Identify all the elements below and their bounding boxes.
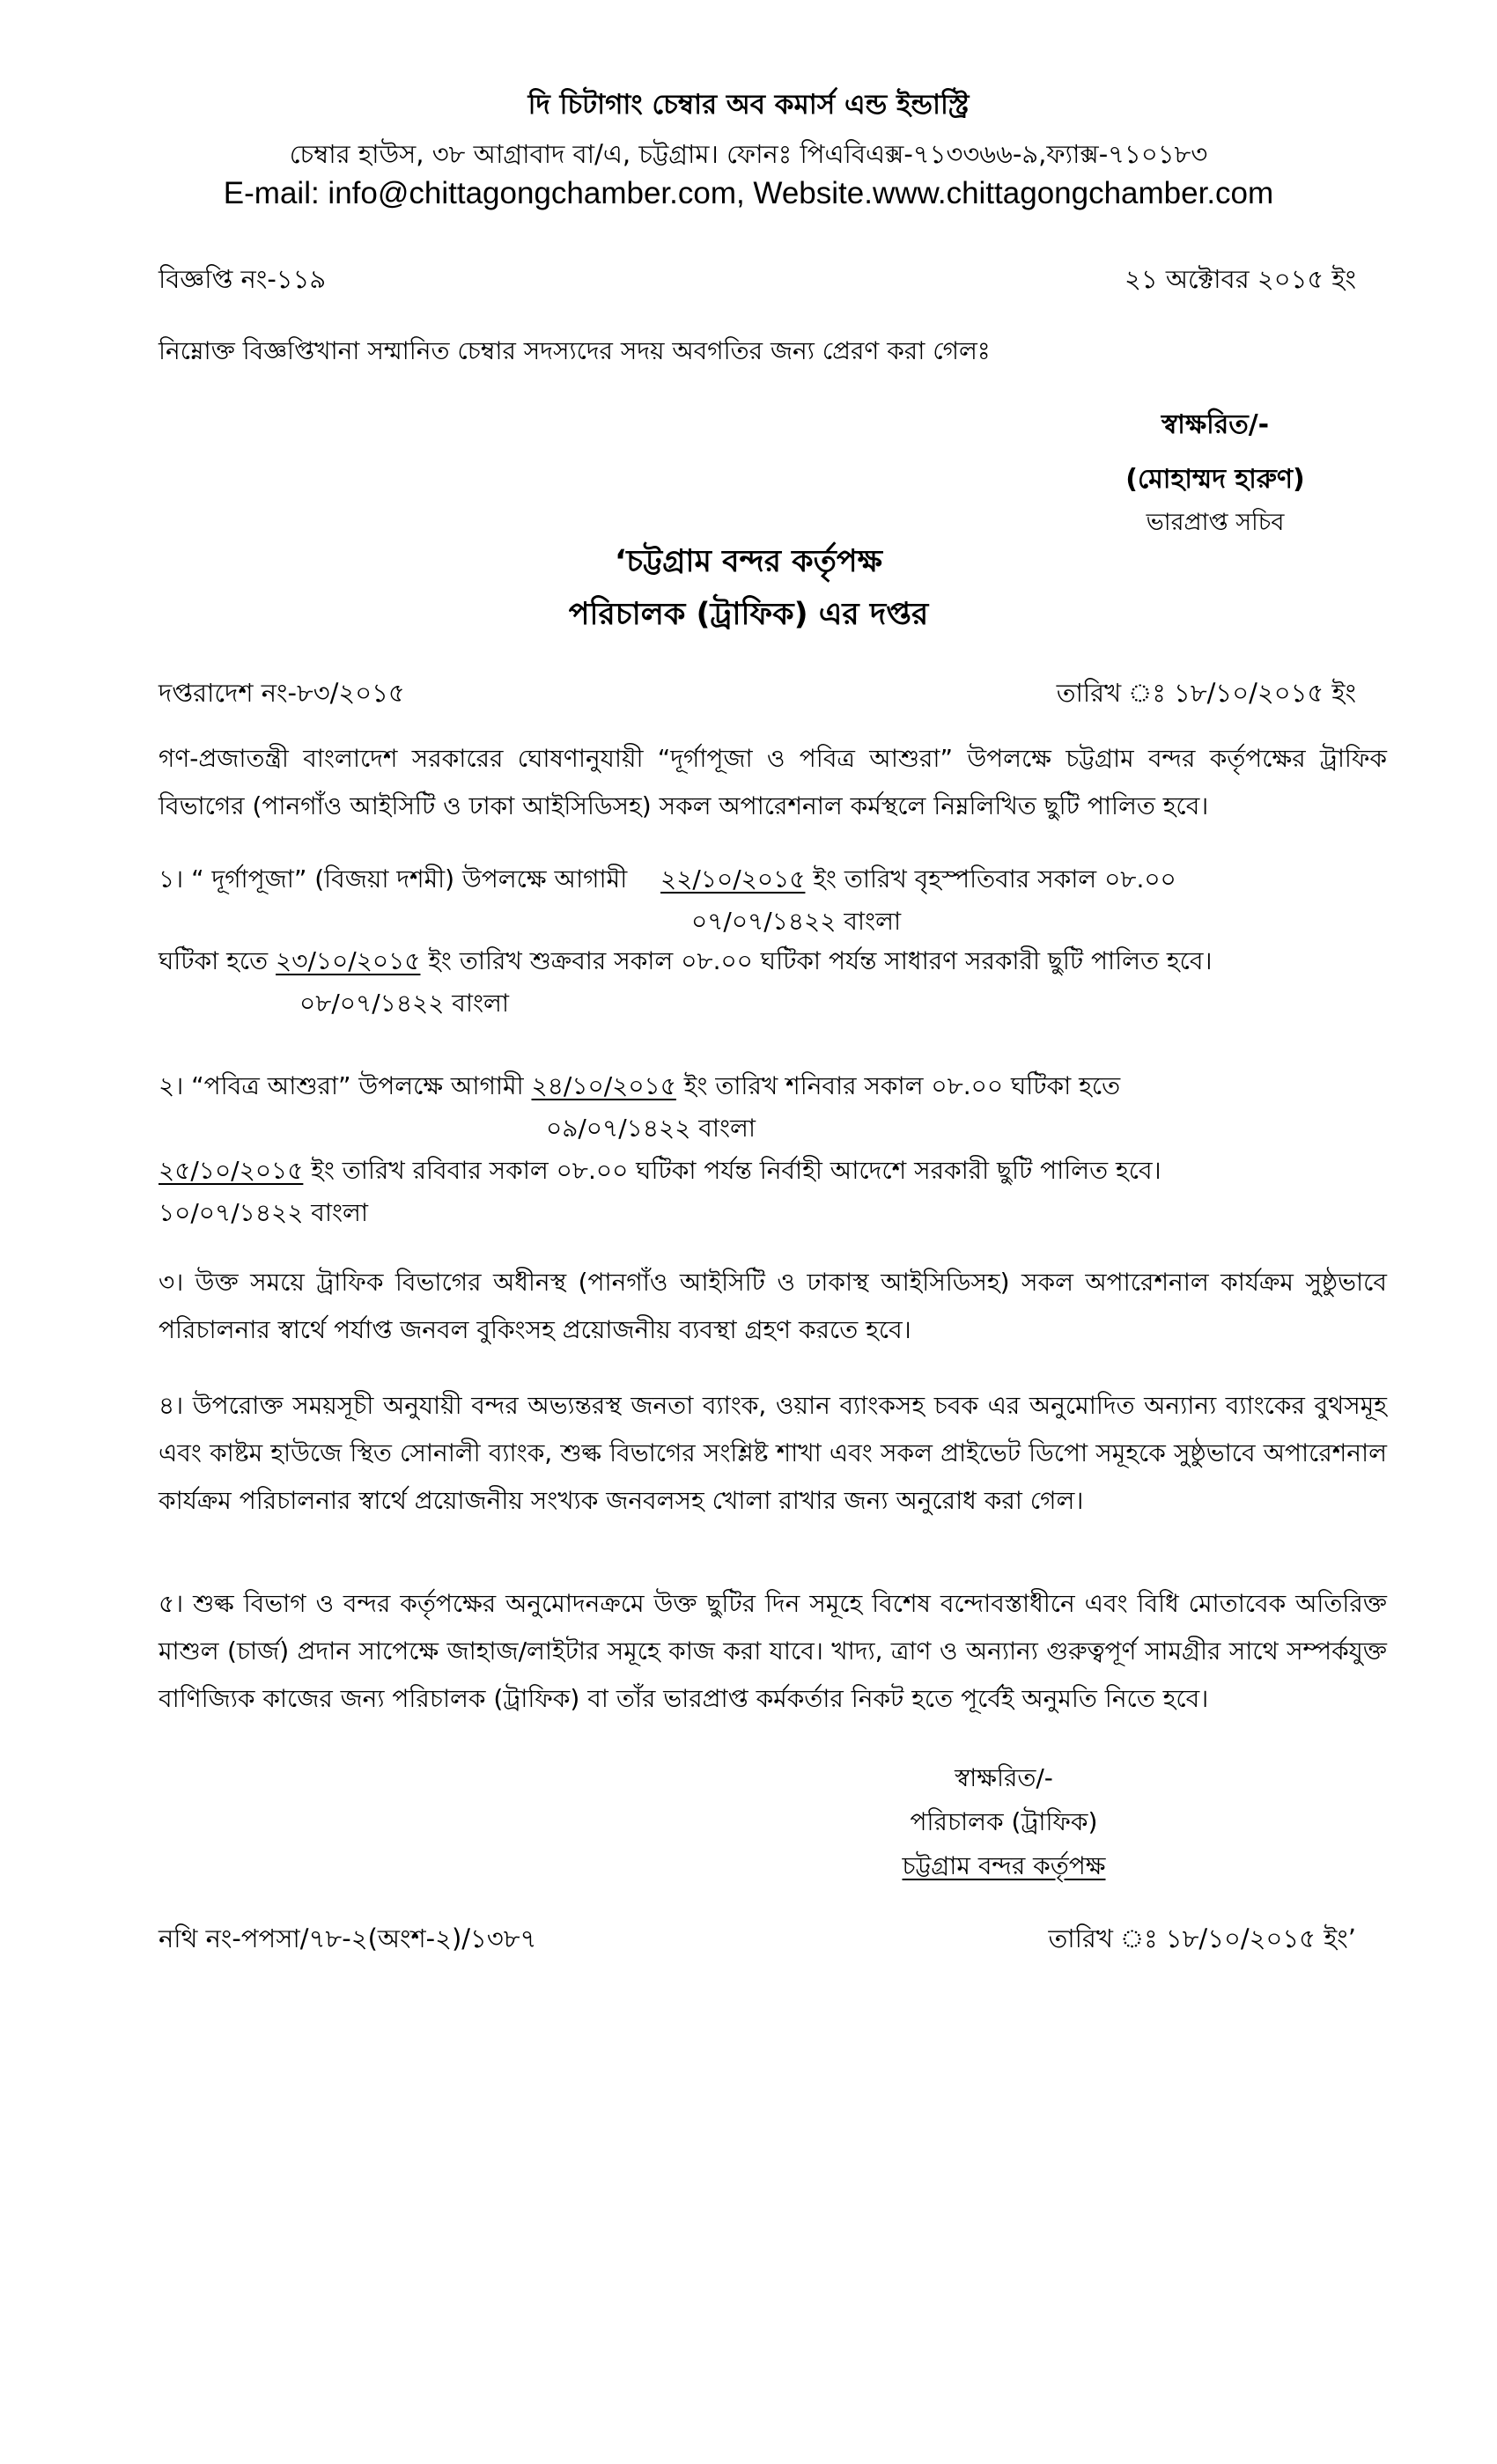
item1-line1	[159, 860, 1176, 901]
chamber-signed-label: স্বাক্ষরিত/-	[1161, 409, 1270, 440]
notice-preamble: গণ-প্রজাতন্ত্রী বাংলাদেশ সরকারের ঘোষণানুযায়ী “দূর্গাপূজা ও পবিত্র আশুরা” উপলক্ষে চট্টগ্রাম বন্দর কর্তৃপক্ষের ট্রাফিক বিভাগের (পানগাঁও আইসিটি ও ঢাকা আইসিডিসহ) সকল অপারেশনাল কর্মস্থলে নিম্নলিখিত ছুটি পালিত হবে।	[159, 744, 1387, 820]
traffic-signatory-designation: পরিচালক (ট্রাফিক)	[910, 1807, 1098, 1836]
item2-end-date: ২৫/১০/২০১৫	[159, 1156, 304, 1185]
traffic-signed-label: স্বাক্ষরিত/-	[955, 1763, 1053, 1792]
order-date-row	[159, 673, 1356, 717]
letterhead-contact: E-mail: info@chittagongchamber.com, Website.www.chittagongchamber.com	[223, 176, 1274, 210]
notice-item5: ৫। শুল্ক বিভাগ ও বন্দর কর্তৃপক্ষের অনুমোদনক্রমে উক্ত ছুটির দিন সমূহে বিশেষ বন্দোবস্তাধীনে এবং বিধি মোতাবেক অতিরিক্ত মাশুল (চার্জ) প্রদান সাপেক্ষে জাহাজ/লাইটার সমূহে কাজ করা যাবে। খাদ্য, ত্রাণ ও অন্যান্য গুরুত্বপূর্ণ সামগ্রীর সাথে সম্পর্কযুক্ত বাণিজ্যিক কাজের জন্য পরিচালক (ট্রাফিক) বা তাঁর ভারপ্রাপ্ত কর্মকর্তার নিকট হতে পূর্বেই অনুমতি নিতে হবে।	[159, 1589, 1387, 1713]
notice-title-line1: ‘চট্টগ্রাম বন্দর কর্তৃপক্ষ	[614, 544, 883, 579]
item2-line1-suffix: ইং তারিখ শনিবার সকাল ০৮.০০ ঘটিকা হতে	[683, 1071, 1121, 1100]
letterhead-address: চেম্বার হাউস, ৩৮ আগ্রাবাদ বা/এ, চট্টগ্রাম। ফোনঃ পিএবিএক্স-৭১৩৩৬৬-৯,ফ্যাক্স-৭১০১৮৩	[289, 139, 1208, 169]
item1-bangla-date2: ০৮/০৭/১৪২২ বাংলা	[299, 989, 510, 1018]
item1-end-date: ২৩/১০/২০১৫	[276, 946, 421, 975]
item2-bangla-date1: ০৯/০৭/১৪২২ বাংলা	[546, 1114, 756, 1143]
notice-item4: ৪। উপরোক্ত সময়সূচী অনুযায়ী বন্দর অভ্যন্তরস্থ জনতা ব্যাংক, ওয়ান ব্যাংকসহ চবক এর অনুমোদিত অন্যান্য ব্যাংকের বুথসমূহ এবং কাষ্টম হাউজে স্থিত সোনালী ব্যাংক, শুল্ক বিভাগের সংশ্লিষ্ট শাখা এবং সকল প্রাইভেট ডিপো সমূহকে সুষ্ঠুভাবে অপারেশনাল কার্যক্রম পরিচালনার স্বার্থে প্রয়োজনীয় সংখ্যক জনবলসহ খোলা রাখার জন্য অনুরোধ করা গেল।	[159, 1391, 1387, 1515]
item1-line2	[159, 942, 1212, 983]
item1-line2-prefix: ঘটিকা হতে	[159, 946, 269, 975]
item2-line2-suffix: ইং তারিখ রবিবার সকাল ০৮.০০ ঘটিকা পর্যন্ত নির্বাহী আদেশে সরকারী ছুটি পালিত হবে।	[311, 1156, 1161, 1185]
order-number: দপ্তরাদেশ নং-৮৩/২০১৫	[159, 678, 405, 708]
footer-date-row	[159, 1919, 1356, 1962]
circular-number: বিজ্ঞপ্তি নং-১১৯	[159, 264, 327, 294]
circular-date: ২১ অক্টোবর ২০১৫ ইং	[1124, 264, 1356, 294]
traffic-signature	[828, 1756, 1180, 1888]
footer-date: তারিখ ঃ ১৮/১০/২০১৫ ইং’	[1048, 1923, 1356, 1953]
item2-line1	[159, 1067, 1120, 1108]
chamber-signature	[1039, 398, 1391, 539]
traffic-signatory-office: চট্টগ্রাম বন্দর কর্তৃপক্ষ	[902, 1851, 1106, 1880]
item1-bangla-date1: ০৭/০৭/১৪২২ বাংলা	[691, 907, 902, 936]
item2-bangla-date2: ১০/০৭/১৪২২ বাংলা	[159, 1198, 369, 1227]
item2-start-date: ২৪/১০/২০১৫	[531, 1071, 676, 1100]
item2-line2	[159, 1151, 1161, 1193]
circular-date-row	[159, 260, 1356, 303]
item1-line1-prefix: ১। “ দূর্গাপূজা” (বিজয়া দশমী) উপলক্ষে আগামী	[159, 864, 628, 894]
notice-item3: ৩। উক্ত সময়ে ট্রাফিক বিভাগের অধীনস্থ (পানগাঁও আইসিটি ও ঢাকাস্থ আইসিডিসহ) সকল অপারেশনাল কার্যক্রম সুষ্ঠুভাবে পরিচালনার স্বার্থে পর্যাপ্ত জনবল বুকিংসহ প্রয়োজনীয় ব্যবস্থা গ্রহণ করতে হবে।	[159, 1268, 1387, 1344]
order-date: তারিখ ঃ ১৮/১০/২০১৫ ইং	[1056, 678, 1356, 708]
chamber-signatory-designation: ভারপ্রাপ্ত সচিব	[1146, 509, 1285, 536]
item2-line1-prefix: ২। “পবিত্র আশুরা” উপলক্ষে আগামী	[159, 1071, 524, 1100]
chamber-signatory-name: (মোহাম্মদ হারুণ)	[1125, 464, 1305, 495]
circular-intro: নিম্নোক্ত বিজ্ঞপ্তিখানা সম্মানিত চেম্বার সদস্যদের সদয় অবগতির জন্য প্রেরণ করা গেলঃ	[159, 336, 991, 365]
footer-file-number: নথি নং-পপসা/৭৮-২(অংশ-২)/১৩৮৭	[159, 1923, 537, 1953]
item1-line1-suffix: ইং তারিখ বৃহস্পতিবার সকাল ০৮.০০	[813, 864, 1176, 894]
notice-title-line2: পরিচালক (ট্রাফিক) এর দপ্তর	[568, 597, 929, 632]
letterhead-org-name: দি চিটাগাং চেম্বার অব কমার্স এন্ড ইন্ডাস্ট্রি	[527, 89, 970, 121]
item1-start-date: ২২/১০/২০১৫	[660, 864, 806, 894]
item1-line2-suffix: ইং তারিখ শুক্রবার সকাল ০৮.০০ ঘটিকা পর্যন্ত সাধারণ সরকারী ছুটি পালিত হবে।	[428, 946, 1213, 975]
